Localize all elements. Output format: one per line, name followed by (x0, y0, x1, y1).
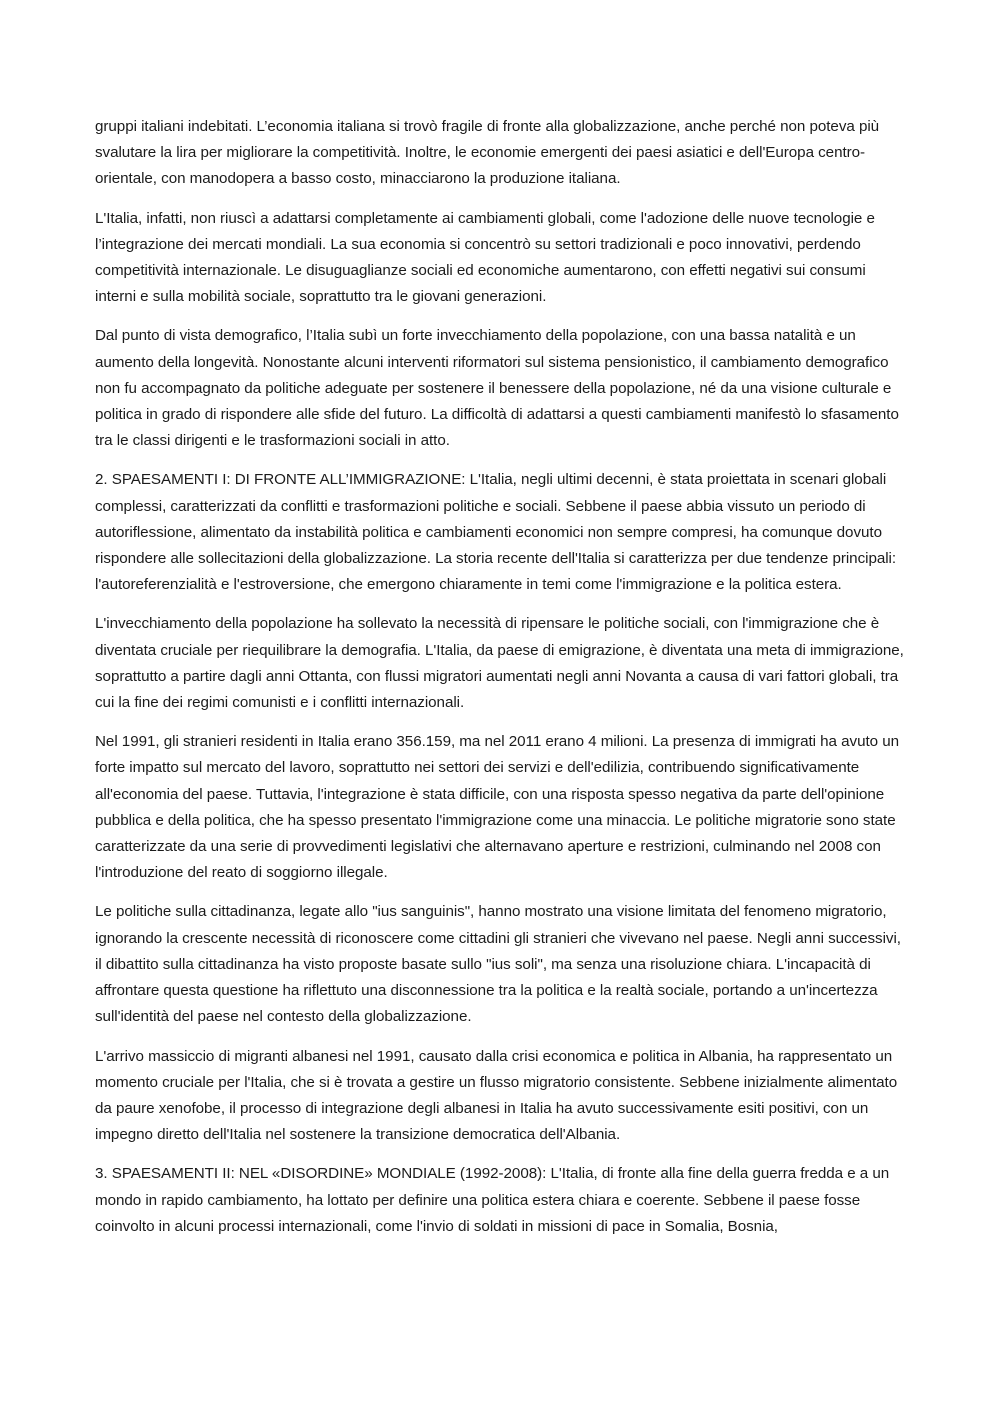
paragraph-albanian-migrants: L'arrivo massiccio di migranti albanesi nel 1991, causato dalla crisi economica e politica in Albania, ha rappresentato un momento cruciale per l'Italia, che si è trovata a gestire un flusso migratorio consistente. Sebbene inizialmente alimentato da paure xenofobe, il processo di integrazione degli albanesi in Italia ha avuto successivamente esiti positivi, con un impegno diretto dell'Italia nel sostenere la transizione democratica dell'Albania. (95, 1047, 898, 1144)
document-page (95, 114, 907, 1253)
paragraph-global-changes: L'Italia, infatti, non riuscì a adattarsi completamente ai cambiamenti globali, come l'adozione delle nuove tecnologie e l’integrazione dei mercati mondiali. La sua economia si concentrò su settori tradizionali e poco innovativi, perdendo competitività internazionale. Le disuguaglianze sociali ed economiche aumentarono, con effetti negativi sui consumi interni e sulla mobilità sociale, soprattutto tra le giovani generazioni. (95, 209, 875, 306)
paragraph-aging-immigration: L'invecchiamento della popolazione ha sollevato la necessità di ripensare le politiche sociali, con l'immigrazione che è diventata cruciale per riequilibrare la demografia. L'Italia, da paese di emigrazione, è diventata una meta di immigrazione, soprattutto a partire dagli anni Ottanta, con flussi migratori aumentati negli anni Novanta a causa di vari fattori globali, tra cui la fine dei regimi comunisti e i conflitti internazionali. (95, 615, 904, 712)
paragraph-demography: Dal punto di vista demografico, l’Italia subì un forte invecchiamento della popolazione, con una bassa natalità e un aumento della longevità. Nonostante alcuni interventi riformatori sul sistema pensionistico, il cambiamento demografico non fu accompagnato da politiche adeguate per sostenere il benessere della popolazione, né da una visione culturale e politica in grado di rispondere alle sfide del futuro. La difficoltà di adattarsi a questi cambiamenti manifestò lo sfasamento tra le classi dirigenti e le trasformazioni sociali in atto. (95, 327, 899, 450)
paragraph-citizenship: Le politiche sulla cittadinanza, legate allo "ius sanguinis", hanno mostrato una visione limitata del fenomeno migratorio, ignorando la crescente necessità di riconoscere come cittadini gli stranieri che vivevano nel paese. Negli anni successivi, il dibattito sulla cittadinanza ha visto proposte basate sullo "ius soli", ma senza una risoluzione chiara. L'incapacità di affrontare questa questione ha riflettuto una disconnessione tra la politica e la realtà sociale, portando a un'incertezza sull'identità del paese nel contesto della globalizzazione. (95, 903, 901, 1026)
paragraph-section-3-world-disorder: 3. SPAESAMENTI II: NEL «DISORDINE» MONDIALE (1992-2008): L'Italia, di fronte alla fine della guerra fredda e a un mondo in rapido cambiamento, ha lottato per definire una politica estera chiara e coerente. Sebbene il paese fosse coinvolto in alcuni processi internazionali, come l'invio di soldati in missioni di pace in Somalia, Bosnia, (95, 1165, 890, 1235)
paragraph-section-2-immigration: 2. SPAESAMENTI I: DI FRONTE ALL’IMMIGRAZIONE: L'Italia, negli ultimi decenni, è stata proiettata in scenari globali complessi, caratterizzati da conflitti e trasformazioni politiche e sociali. Sebbene il paese abbia vissuto un periodo di autoriflessione, alimentato da instabilità politica e cambiamenti economici non sempre compresi, ha comunque dovuto rispondere alle sollecitazioni della globalizzazione. La storia recente dell'Italia si caratterizza per due tendenze principali: l'autoreferenzialità e l'estroversione, che emergono chiaramente in temi come l'immigrazione e la politica estera. (95, 471, 897, 594)
paragraph-economy-globalization: gruppi italiani indebitati. L’economia italiana si trovò fragile di fronte alla globalizzazione, anche perché non poteva più svalutare la lira per migliorare la competitività. Inoltre, le economie emergenti dei paesi asiatici e dell'Europa centro-orientale, con manodopera a basso costo, minacciarono la produzione italiana. (95, 118, 880, 188)
paragraph-foreign-residents: Nel 1991, gli stranieri residenti in Italia erano 356.159, ma nel 2011 erano 4 milioni. La presenza di immigrati ha avuto un forte impatto sul mercato del lavoro, soprattutto nei settori dei servizi e dell'edilizia, contribuendo significativamente all'economia del paese. Tuttavia, l'integrazione è stata difficile, con una risposta spesso negativa da parte dell'opinione pubblica e della politica, che ha spesso presentato l'immigrazione come una minaccia. Le politiche migratorie sono state caratterizzate da una serie di provvedimenti legislativi che alternavano aperture e restrizioni, culminando nel 2008 con l'introduzione del reato di soggiorno illegale. (95, 733, 899, 882)
